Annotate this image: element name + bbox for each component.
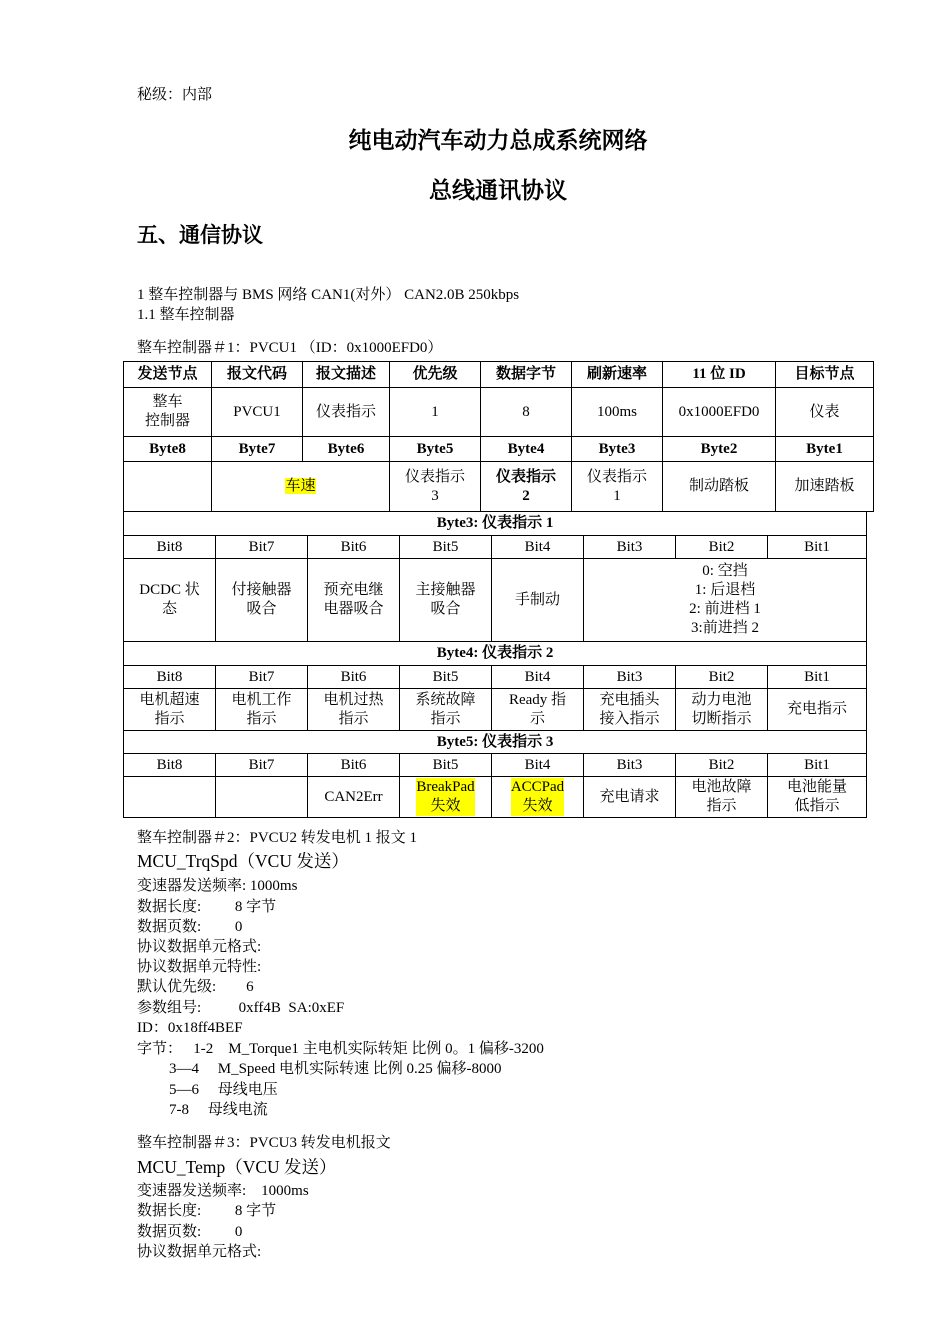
msg2-line: 变速器发送频率: 1000ms [137,878,298,894]
byte-header: Byte3 [572,437,663,462]
msg3-line: 协议数据单元格式: [137,1244,262,1260]
bit-value: 付接触器 吸合 [216,559,308,642]
bit-label: Bit1 [768,666,867,689]
bit-label: Bit3 [584,536,676,559]
bit-label: Bit7 [216,536,308,559]
msg2-line: 数据页数: 0 [137,919,243,935]
bit-value [216,777,308,818]
byte-header: Byte1 [776,437,874,462]
byte-header: Byte6 [303,437,390,462]
byte4-bit-row [124,666,867,689]
bit-value: 手制动 [492,559,584,642]
msg2-line: 协议数据单元格式: [137,939,262,955]
msg2-line: 字节： 1-2 M_Torque1 主电机实际转矩 比例 0。1 偏移-3200 [137,1041,544,1057]
byte-header: Byte4 [481,437,572,462]
bit-label: Bit7 [216,754,308,777]
byte-header: Byte5 [390,437,481,462]
msg3-title: 整车控制器＃3：PVCU3 转发电机报文 [137,1135,391,1151]
table-cell: 8 [481,388,572,437]
byte-header: Byte8 [124,437,212,462]
byte3-title-row [124,512,867,536]
table-cell: 仪表 [776,388,874,437]
bit-label: Bit8 [124,536,216,559]
bit-label: Bit3 [584,666,676,689]
byte4-title-row [124,642,867,666]
byte-value: 加速踏板 [776,462,874,512]
bit-table [123,511,867,818]
table-cell: 0x1000EFD0 [663,388,776,437]
bit-value [124,777,216,818]
gear-values: 0: 空挡 1: 后退档 2: 前进档 1 3:前进挡 2 [584,559,867,642]
msg3-name: MCU_Temp（VCU 发送） [137,1157,337,1177]
byte-value: 仪表指示 2 [481,462,572,512]
section-heading: 五、通信协议 [137,223,263,247]
msg2-line: 参数组号: 0xff4B SA:0xEF [137,1000,345,1016]
bit-label: Bit5 [400,536,492,559]
bit-value: 动力电池 切断指示 [676,689,768,731]
bit-label: Bit6 [308,666,400,689]
bit-label: Bit1 [768,754,867,777]
bit-value-accpad [492,777,584,818]
msg2-line: ID：0x18ff4BEF [137,1020,243,1036]
byte5-title: Byte5: 仪表指示 3 [124,731,867,754]
msg2-line: 协议数据单元特性: [137,959,262,975]
bit-value: 充电插头 接入指示 [584,689,676,731]
doc-title-line1: 纯电动汽车动力总成系统网络 [348,128,648,153]
table-cell: 100ms [572,388,663,437]
bit-value: 充电指示 [768,689,867,731]
bit-label: Bit4 [492,536,584,559]
bit-label: Bit1 [768,536,867,559]
breakpad-fault-label: BreakPad 失效 [416,779,475,814]
table-cell: 仪表指示 [303,388,390,437]
byte-value: 制动踏板 [663,462,776,512]
msg1-data-row [124,388,874,437]
msg2-line: 5—6 母线电压 [169,1082,278,1098]
msg2-line: 3—4 M_Speed 电机实际转速 比例 0.25 偏移-8000 [169,1061,502,1077]
msg3-line: 数据长度: 8 字节 [137,1203,277,1219]
bit-label: Bit4 [492,754,584,777]
accpad-fault-label: ACCPad 失效 [510,779,565,814]
classification-label: 秘级：内部 [137,87,213,103]
msg1-byte-value-row [124,462,874,512]
byte3-bit-row [124,536,867,559]
bit-value: 主接触器 吸合 [400,559,492,642]
byte-header: Byte7 [212,437,303,462]
bit-label: Bit8 [124,666,216,689]
table-cell: 整车 控制器 [124,388,212,437]
byte-header: Byte2 [663,437,776,462]
header-cell: 目标节点 [776,362,874,388]
byte-value: 仪表指示 3 [390,462,481,512]
bit-label: Bit4 [492,666,584,689]
header-cell: 报文描述 [303,362,390,388]
bit-label: Bit5 [400,754,492,777]
msg3-line: 数据页数: 0 [137,1224,243,1240]
table-cell: 1 [390,388,481,437]
header-cell: 优先级 [390,362,481,388]
msg2-line: 默认优先级: 6 [137,979,254,995]
bit-label: Bit2 [676,754,768,777]
vehicle-speed-label: 车速 [285,478,316,494]
bit-value: CAN2Err [308,777,400,818]
header-cell: 11 位 ID [663,362,776,388]
table-cell: PVCU1 [212,388,303,437]
bit-value: 系统故障 指示 [400,689,492,731]
bit-value: 电机超速 指示 [124,689,216,731]
bit-value: 电池能量 低指示 [768,777,867,818]
bit-label: Bit2 [676,536,768,559]
bit-value: 充电请求 [584,777,676,818]
msg1-table [123,361,874,512]
byte-value [124,462,212,512]
msg1-header-row [124,362,874,388]
bit-value: 电机过热 指示 [308,689,400,731]
msg1-byte-header-row [124,437,874,462]
byte5-bit-row [124,754,867,777]
header-cell: 发送节点 [124,362,212,388]
bit-value: 预充电继 电器吸合 [308,559,400,642]
msg3-line: 变速器发送频率: 1000ms [137,1183,309,1199]
byte5-title-row [124,731,867,754]
header-cell: 报文代码 [212,362,303,388]
bit-label: Bit5 [400,666,492,689]
msg2-title: 整车控制器＃2：PVCU2 转发电机 1 报文 1 [137,830,418,846]
bit-label: Bit2 [676,666,768,689]
intro-line-1: 1 整车控制器与 BMS 网络 CAN1(对外） CAN2.0B 250kbps [137,287,520,303]
header-cell: 刷新速率 [572,362,663,388]
byte5-value-row [124,777,867,818]
header-cell: 数据字节 [481,362,572,388]
bit-label: Bit3 [584,754,676,777]
bit-value: 电机工作 指示 [216,689,308,731]
byte-value: 仪表指示 1 [572,462,663,512]
bit-value: 电池故障 指示 [676,777,768,818]
bit-label: Bit6 [308,754,400,777]
bit-value: Ready 指 示 [492,689,584,731]
msg2-name: MCU_TrqSpd（VCU 发送） [137,851,349,871]
byte-value-speed [212,462,390,512]
bit-label: Bit7 [216,666,308,689]
bit-value-breakpad [400,777,492,818]
byte4-value-row [124,689,867,731]
bit-label: Bit8 [124,754,216,777]
intro-line-2: 1.1 整车控制器 [137,307,235,323]
msg2-line: 数据长度: 8 字节 [137,899,277,915]
byte3-value-row [124,559,867,642]
byte4-title: Byte4: 仪表指示 2 [124,642,867,666]
bit-label: Bit6 [308,536,400,559]
bit-value: DCDC 状 态 [124,559,216,642]
msg1-title: 整车控制器＃1：PVCU1 （ID：0x1000EFD0） [137,340,443,356]
msg2-line: 7-8 母线电流 [169,1102,268,1118]
byte3-title: Byte3: 仪表指示 1 [124,512,867,536]
doc-title-line2: 总线通讯协议 [429,178,567,203]
